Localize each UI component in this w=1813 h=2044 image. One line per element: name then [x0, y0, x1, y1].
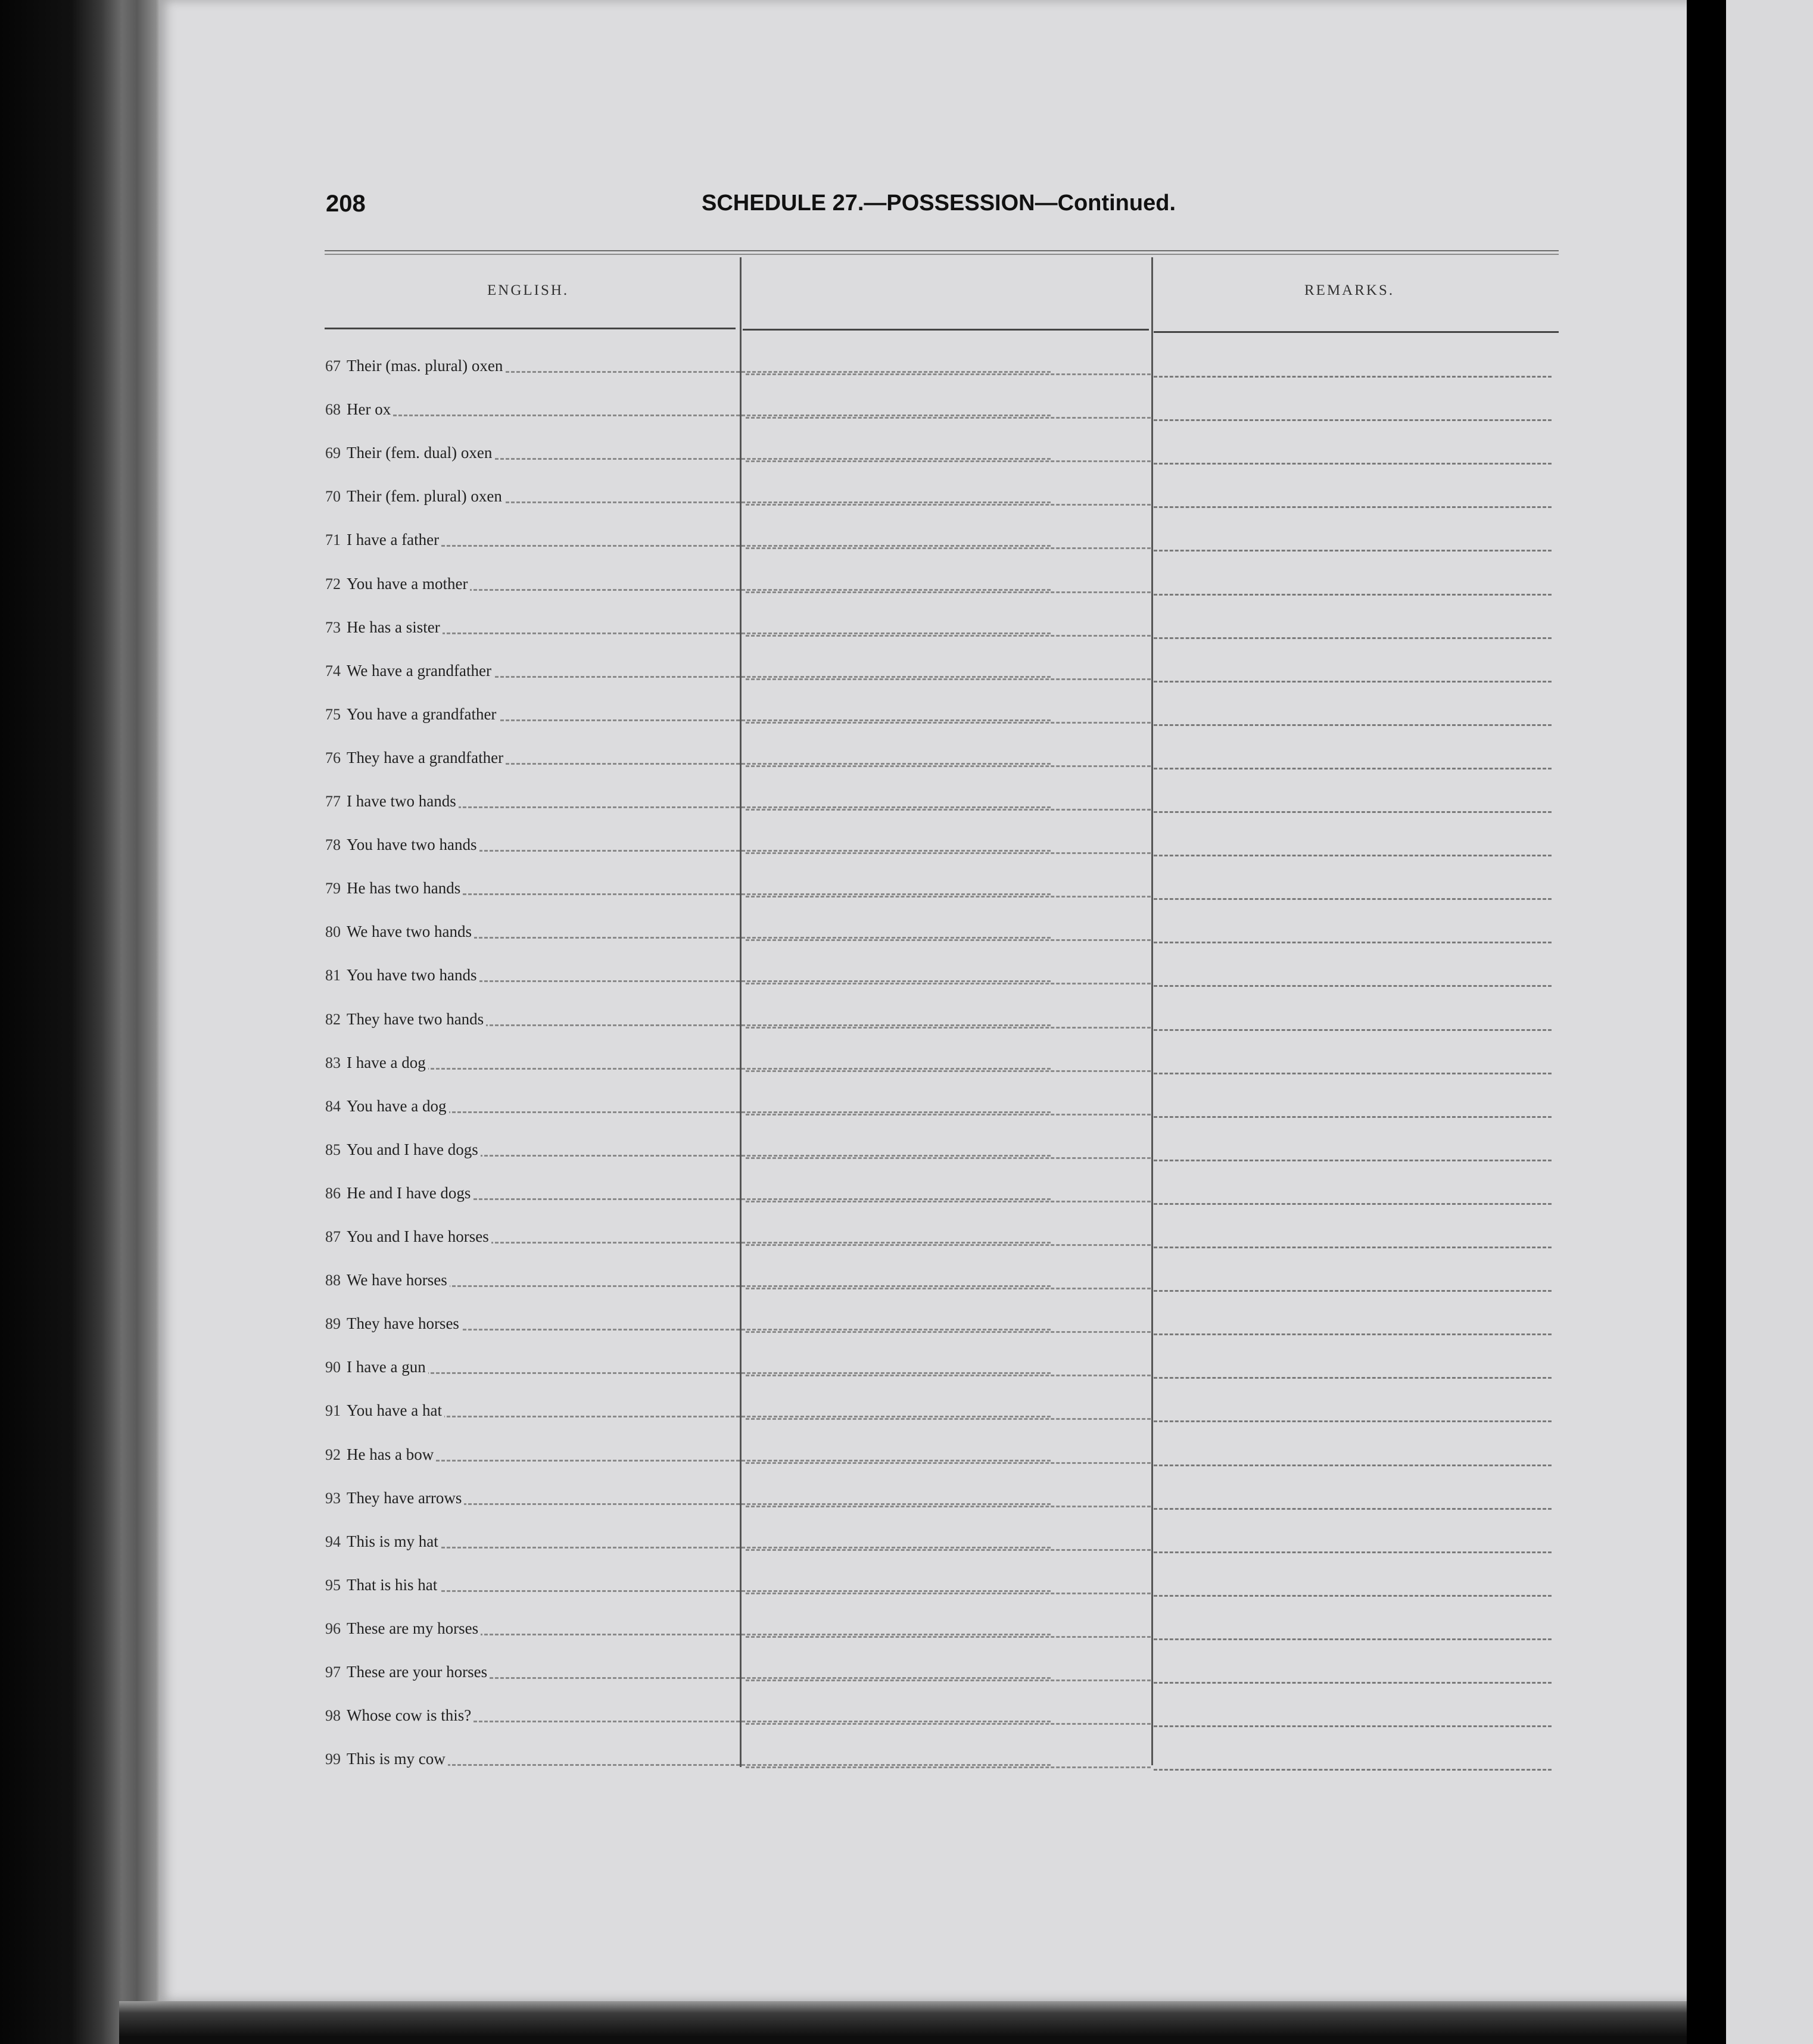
english-phrase: You have a dog: [347, 1097, 449, 1116]
english-phrase: These are my horses: [347, 1619, 481, 1638]
translation-fill-line: [746, 591, 1151, 593]
remarks-fill-line: [1154, 1769, 1552, 1771]
translation-fill-line: [746, 1157, 1151, 1159]
remarks-fill-line: [1154, 1116, 1552, 1118]
table-row: [317, 1129, 1556, 1165]
english-phrase: He has a bow: [347, 1445, 436, 1464]
table-row: [317, 781, 1556, 817]
translation-fill-line: [746, 1114, 1151, 1116]
table-row: [317, 432, 1556, 468]
remarks-fill-line: [1154, 1377, 1552, 1379]
table-row: [317, 607, 1556, 643]
table-row: [317, 694, 1556, 730]
table-row: [317, 1303, 1556, 1339]
translation-fill-line: [746, 1549, 1151, 1551]
translation-fill-line: [746, 1593, 1151, 1594]
english-phrase: You have two hands: [347, 966, 479, 984]
book-left-edge: [0, 0, 161, 2044]
table-row: [317, 519, 1556, 555]
english-fill-line: [382, 1721, 1051, 1722]
english-fill-line: [382, 1503, 1051, 1505]
english-fill-line: [382, 1329, 1051, 1331]
remarks-fill-line: [1154, 1551, 1552, 1553]
english-phrase: We have horses: [347, 1271, 450, 1289]
row-number: 88: [325, 1272, 341, 1289]
table-row: [317, 1738, 1556, 1774]
remarks-fill-line: [1154, 985, 1552, 987]
english-phrase: We have two hands: [347, 923, 474, 941]
row-number: 72: [325, 575, 341, 593]
english-phrase: He has two hands: [347, 879, 463, 898]
translation-fill-line: [746, 1418, 1151, 1420]
table-row: [317, 1086, 1556, 1121]
english-fill-line: [382, 589, 1051, 591]
english-phrase: They have arrows: [347, 1489, 464, 1507]
english-phrase: You and I have horses: [347, 1227, 491, 1246]
table-row: [317, 345, 1556, 381]
english-fill-line: [382, 980, 1051, 982]
translation-fill-line: [746, 939, 1151, 941]
middle-header-rule: [743, 329, 1149, 331]
remarks-fill-line: [1154, 1247, 1552, 1248]
row-number: 91: [325, 1402, 341, 1419]
row-number: 71: [325, 531, 341, 549]
english-fill-line: [382, 1155, 1051, 1157]
english-fill-line: [382, 1590, 1051, 1592]
remarks-fill-line: [1154, 1725, 1552, 1727]
translation-fill-line: [746, 1375, 1151, 1376]
english-phrase: You have two hands: [347, 836, 479, 854]
english-phrase: This is my cow: [347, 1750, 448, 1768]
table-row: [317, 389, 1556, 425]
row-number: 89: [325, 1315, 341, 1332]
table-row: [317, 868, 1556, 903]
english-fill-line: [382, 1068, 1051, 1070]
remarks-fill-line: [1154, 506, 1552, 508]
english-phrase: Their (mas. plural) oxen: [347, 357, 505, 375]
remarks-column-header: REMARKS.: [1304, 282, 1395, 298]
table-row: [317, 1608, 1556, 1644]
english-phrase: Their (fem. plural) oxen: [347, 487, 504, 506]
english-phrase: I have a dog: [347, 1054, 428, 1072]
row-number: 67: [325, 357, 341, 375]
english-fill-line: [382, 893, 1051, 895]
row-number: 79: [325, 880, 341, 897]
translation-fill-line: [746, 1766, 1151, 1768]
translation-fill-line: [746, 635, 1151, 637]
row-number: 96: [325, 1620, 341, 1637]
remarks-fill-line: [1154, 594, 1552, 596]
remarks-fill-line: [1154, 1029, 1552, 1031]
translation-fill-line: [746, 722, 1151, 724]
english-fill-line: [382, 632, 1051, 634]
remarks-fill-line: [1154, 1508, 1552, 1510]
english-phrase: Her ox: [347, 400, 393, 419]
english-fill-line: [382, 937, 1051, 939]
translation-fill-line: [746, 417, 1151, 419]
translation-fill-line: [746, 460, 1151, 462]
table-row: [317, 999, 1556, 1035]
table-row: [317, 1478, 1556, 1513]
table-row: [317, 911, 1556, 947]
english-fill-line: [382, 1285, 1051, 1287]
row-number: 78: [325, 836, 341, 853]
remarks-fill-line: [1154, 855, 1552, 856]
table-row: [317, 1521, 1556, 1557]
english-fill-line: [382, 1634, 1051, 1635]
facing-page-edge: [1726, 0, 1813, 2044]
row-number: 92: [325, 1446, 341, 1463]
english-phrase: We have a grandfather: [347, 662, 494, 680]
english-phrase: He has a sister: [347, 618, 443, 637]
row-number: 82: [325, 1011, 341, 1028]
remarks-fill-line: [1154, 550, 1552, 551]
translation-fill-line: [746, 765, 1151, 767]
english-phrase: Their (fem. dual) oxen: [347, 444, 494, 462]
remarks-fill-line: [1154, 1465, 1552, 1466]
row-number: 86: [325, 1185, 341, 1202]
translation-fill-line: [746, 983, 1151, 984]
translation-fill-line: [746, 896, 1151, 898]
row-number: 83: [325, 1054, 341, 1071]
english-fill-line: [382, 1198, 1051, 1200]
translation-fill-line: [746, 852, 1151, 854]
table-row: [317, 1434, 1556, 1470]
english-phrase: They have horses: [347, 1314, 462, 1333]
english-fill-line: [382, 1547, 1051, 1548]
translation-fill-line: [746, 504, 1151, 506]
row-number: 98: [325, 1707, 341, 1724]
row-number: 97: [325, 1663, 341, 1681]
row-number: 80: [325, 923, 341, 940]
row-number: 85: [325, 1141, 341, 1158]
english-fill-line: [382, 545, 1051, 547]
book-bottom-edge: [119, 2001, 1813, 2044]
remarks-fill-line: [1154, 681, 1552, 683]
english-fill-line: [382, 1111, 1051, 1113]
table-top-rule: [325, 250, 1559, 255]
translation-fill-line: [746, 1636, 1151, 1638]
english-phrase: He and I have dogs: [347, 1184, 473, 1202]
english-phrase: They have two hands: [347, 1010, 486, 1029]
table-row: [317, 563, 1556, 599]
remarks-fill-line: [1154, 419, 1552, 421]
table-row: [317, 1260, 1556, 1295]
remarks-fill-line: [1154, 942, 1552, 943]
translation-fill-line: [746, 1680, 1151, 1681]
english-fill-line: [382, 1460, 1051, 1462]
remarks-fill-line: [1154, 1203, 1552, 1205]
row-number: 73: [325, 619, 341, 636]
table-row: [317, 955, 1556, 990]
row-number: 84: [325, 1098, 341, 1115]
remarks-fill-line: [1154, 1682, 1552, 1684]
english-phrase: I have a father: [347, 531, 441, 549]
translation-fill-line: [746, 678, 1151, 680]
translation-fill-line: [746, 1331, 1151, 1333]
translation-fill-line: [746, 1288, 1151, 1289]
translation-fill-line: [746, 373, 1151, 375]
remarks-fill-line: [1154, 463, 1552, 465]
row-number: 81: [325, 967, 341, 984]
remarks-fill-line: [1154, 724, 1552, 726]
row-number: 93: [325, 1490, 341, 1507]
row-number: 94: [325, 1533, 341, 1550]
page-heading: SCHEDULE 27.—POSSESSION—Continued.: [702, 191, 1176, 216]
remarks-fill-line: [1154, 376, 1552, 378]
remarks-fill-line: [1154, 1595, 1552, 1597]
translation-fill-line: [746, 547, 1151, 549]
translation-fill-line: [746, 1462, 1151, 1464]
remarks-fill-line: [1154, 1333, 1552, 1335]
page-number: 208: [326, 191, 366, 217]
english-phrase: They have a grandfather: [347, 749, 506, 767]
translation-fill-line: [746, 1244, 1151, 1246]
row-number: 68: [325, 401, 341, 418]
row-number: 75: [325, 706, 341, 723]
english-fill-line: [382, 850, 1051, 852]
translation-fill-line: [746, 1506, 1151, 1507]
english-fill-line: [382, 1416, 1051, 1417]
table-row: [317, 476, 1556, 512]
table-row: [317, 1173, 1556, 1208]
table-row: [317, 737, 1556, 773]
remarks-fill-line: [1154, 1638, 1552, 1640]
table-row: [317, 1042, 1556, 1078]
english-column-header: ENGLISH.: [487, 282, 569, 298]
english-phrase: You have a mother: [347, 575, 470, 593]
remarks-fill-line: [1154, 1420, 1552, 1422]
english-phrase: That is his hat: [347, 1576, 440, 1594]
remarks-fill-line: [1154, 1290, 1552, 1292]
table-row: [317, 1565, 1556, 1600]
translation-fill-line: [746, 1027, 1151, 1029]
translation-fill-line: [746, 1201, 1151, 1202]
translation-fill-line: [746, 809, 1151, 811]
english-phrase: Whose cow is this?: [347, 1706, 474, 1725]
row-number: 87: [325, 1228, 341, 1245]
row-number: 90: [325, 1358, 341, 1376]
english-fill-line: [382, 1764, 1051, 1766]
table-row: [317, 824, 1556, 860]
row-number: 95: [325, 1576, 341, 1594]
table-row: [317, 1652, 1556, 1687]
table-row: [317, 1216, 1556, 1252]
translation-fill-line: [746, 1070, 1151, 1072]
remarks-fill-line: [1154, 1160, 1552, 1161]
english-phrase: This is my hat: [347, 1532, 441, 1551]
english-phrase: You and I have dogs: [347, 1141, 481, 1159]
remarks-fill-line: [1154, 898, 1552, 900]
english-phrase: I have two hands: [347, 792, 459, 811]
remarks-header-rule: [1154, 331, 1559, 333]
remarks-fill-line: [1154, 768, 1552, 769]
remarks-fill-line: [1154, 1073, 1552, 1074]
remarks-fill-line: [1154, 811, 1552, 813]
remarks-fill-line: [1154, 637, 1552, 639]
english-fill-line: [382, 806, 1051, 808]
table-row: [317, 650, 1556, 686]
english-phrase: These are your horses: [347, 1663, 490, 1681]
row-number: 70: [325, 488, 341, 505]
english-fill-line: [382, 415, 1051, 416]
row-number: 77: [325, 793, 341, 810]
english-phrase: I have a gun: [347, 1358, 428, 1376]
table-row: [317, 1695, 1556, 1731]
table-row: [317, 1390, 1556, 1426]
row-number: 69: [325, 444, 341, 462]
english-phrase: You have a grandfather: [347, 705, 499, 724]
row-number: 74: [325, 662, 341, 680]
row-number: 76: [325, 749, 341, 766]
english-fill-line: [382, 1372, 1051, 1374]
translation-fill-line: [746, 1723, 1151, 1725]
english-phrase: You have a hat: [347, 1401, 444, 1420]
table-row: [317, 1347, 1556, 1382]
row-number: 99: [325, 1750, 341, 1768]
english-header-rule: [325, 328, 736, 329]
